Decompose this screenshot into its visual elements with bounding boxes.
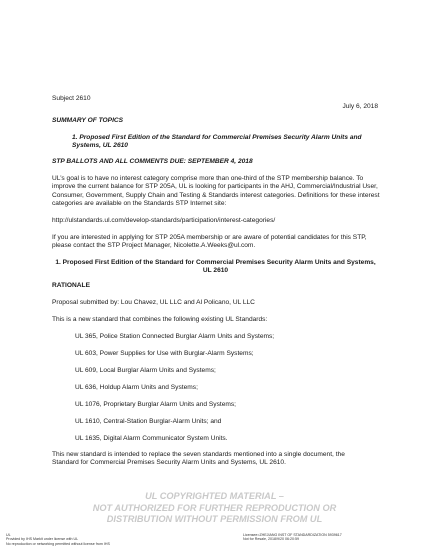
standard-item: UL 1610, Central-Station Burglar-Alarm Units; and [75,418,222,425]
topic-item: 1. Proposed First Edition of the Standard for Commercial Premises Security Alarm Units and Systems, UL 2610 [72,134,362,150]
copyright-watermark [40,491,389,526]
rationale-heading: RATIONALE [52,282,90,289]
watermark-line: UL COPYRIGHTED MATERIAL – [145,491,284,501]
footer-left-line: No reproduction or networking permitted without license from IHS [6,541,110,546]
watermark-line: NOT AUTHORIZED FOR FURTHER REPRODUCTION OR [92,502,337,513]
standard-item: UL 365, Police Station Connected Burglar Alarm Units and Systems; [75,333,275,340]
standard-item: UL 603, Power Supplies for Use with Burglar-Alarm Systems; [75,350,254,357]
watermark-line: DISTRIBUTION WITHOUT PERMISSION FROM UL [106,514,323,525]
standard-item: UL 1076, Proprietary Burglar Alarm Units and Systems; [75,401,237,408]
ballot-due-heading: STP BALLOTS AND ALL COMMENTS DUE: SEPTEMBER 4, 2018 [52,158,253,165]
footer-right-line: Not for Resale, 2018/9/20 06:20:59 [243,537,299,542]
contact-paragraph: If you are interested in applying for STP 205A membership or are aware of potential candidates for this STP, please contact the STP Project Manager, Nicolette.A.Weeks@ul.com. [52,234,367,250]
subject-line: Subject 2610 [52,95,91,102]
interest-categories-link[interactable]: http://ulstandards.ul.com/develop-standards/participation/interest-categories/ [52,217,276,224]
standard-item: UL 609, Local Burglar Alarm Units and Systems; [75,367,216,374]
closing-paragraph: This new standard is intended to replace the seven standards mentioned into a single document, the Standard for Commercial Premises Security Alarm Units and Systems, UL 2610. [52,451,345,467]
standard-item: UL 1635, Digital Alarm Communicator System Units. [75,435,228,442]
document-date: July 6, 2018 [342,103,378,110]
section-title: 1. Proposed First Edition of the Standard for Commercial Premises Security Alarm Units and Systems, UL 2610 [55,259,376,275]
footer-left-line: UL [6,533,11,537]
summary-heading: SUMMARY OF TOPICS [52,117,124,124]
footer-right-line: Licensee=ZHEJIANG INST OF STANDARDIZATION 5939617 [243,533,342,537]
footer-left-line: Provided by IHS Markit under license with UL [6,537,79,542]
proposal-line: Proposal submitted by: Lou Chavez, UL LLC and Al Policano, UL LLC [52,299,255,306]
footer-right [243,533,342,542]
combines-line: This is a new standard that combines the following existing UL Standards: [52,316,268,323]
intro-paragraph: UL’s goal is to have no interest category comprise more than one-third of the STP membership balance. To improve the current balance for STP 205A, UL is looking for participants in the AHJ, Commercial/Industrial User, Consumer, Government, Supply Chain and Testing & Standards interest categories. Definitions for these interest categories are available on the Standards STP Internet site: [52,175,380,208]
standard-item: UL 636, Holdup Alarm Units and Systems; [75,384,198,391]
footer-left [6,533,110,546]
